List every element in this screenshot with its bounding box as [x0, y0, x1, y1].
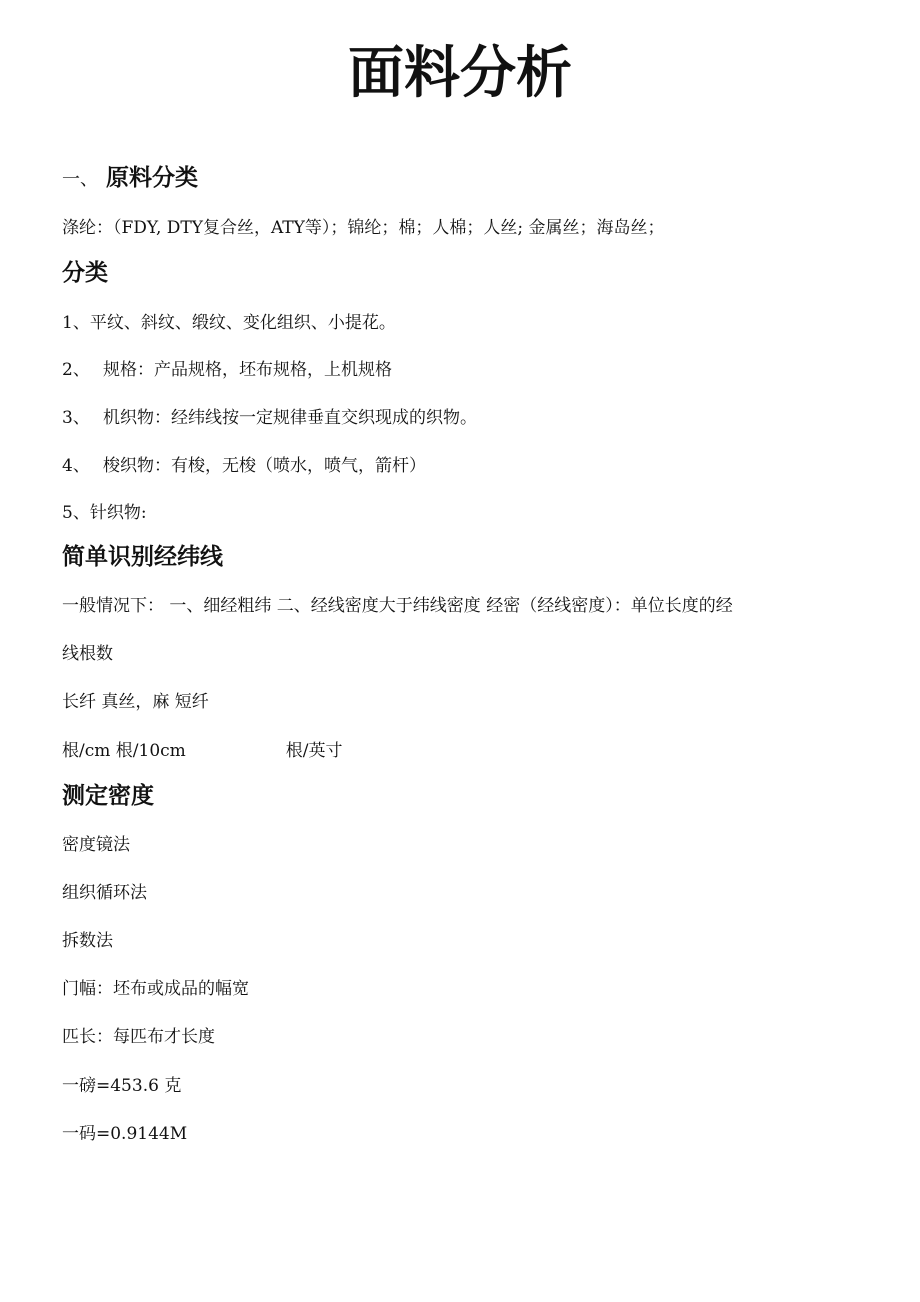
- section-heading-text: 原料分类: [106, 165, 198, 191]
- density-units-metric: 根/cm 根/10cm: [62, 741, 186, 761]
- text-line: 拆数法: [62, 931, 113, 951]
- section-heading-density-measurement: 测定密度: [62, 783, 154, 809]
- fiber-types-line: 长纤 真丝，麻 短纤: [62, 692, 209, 712]
- list-item-number: 2、: [62, 360, 90, 380]
- text-line: 门幅：坯布或成品的幅宽: [62, 979, 249, 999]
- list-item-text: 机织物：经纬线按一定规律垂直交织现成的织物。: [103, 408, 477, 428]
- list-item-number: 3、: [62, 408, 90, 428]
- list-item: [62, 358, 392, 382]
- section-number: 一、: [62, 169, 98, 190]
- density-units-imperial: 根/英寸: [285, 741, 343, 761]
- text-line: 一磅=453.6 克: [62, 1076, 182, 1096]
- list-item: 5、针织物:: [62, 503, 147, 523]
- section-heading-raw-materials: [62, 163, 198, 195]
- list-item: [62, 406, 477, 430]
- raw-materials-text: 涤纶：（FDY, DTY复合丝，ATY等）；锦纶；棉；人棉；人丝; 金属丝；海岛丝；: [62, 218, 665, 238]
- warp-weft-text-line: 线根数: [62, 644, 113, 664]
- density-units-line: [62, 739, 343, 763]
- text-line: 组织循环法: [62, 883, 147, 903]
- list-item: [62, 454, 426, 478]
- text-line: 密度镜法: [62, 835, 130, 855]
- section-heading-classification: 分类: [62, 260, 108, 286]
- list-item-number: 4、: [62, 456, 90, 476]
- section-heading-warp-weft: 简单识别经纬线: [62, 544, 223, 570]
- text-line: 匹长：每匹布才长度: [62, 1027, 215, 1047]
- warp-weft-text-line: 一般情况下： 一、细经粗纬 二、经线密度大于纬线密度 经密（经线密度）：单位长度的经: [62, 596, 733, 616]
- list-item-text: 梭织物：有梭，无梭（喷水，喷气，箭杆）: [103, 456, 426, 476]
- page-title: 面料分析: [348, 41, 572, 106]
- list-item-text: 规格：产品规格，坯布规格，上机规格: [103, 360, 392, 380]
- text-line: 一码=0.9144M: [62, 1124, 188, 1144]
- list-item: 1、平纹、斜纹、缎纹、变化组织、小提花。: [62, 313, 396, 333]
